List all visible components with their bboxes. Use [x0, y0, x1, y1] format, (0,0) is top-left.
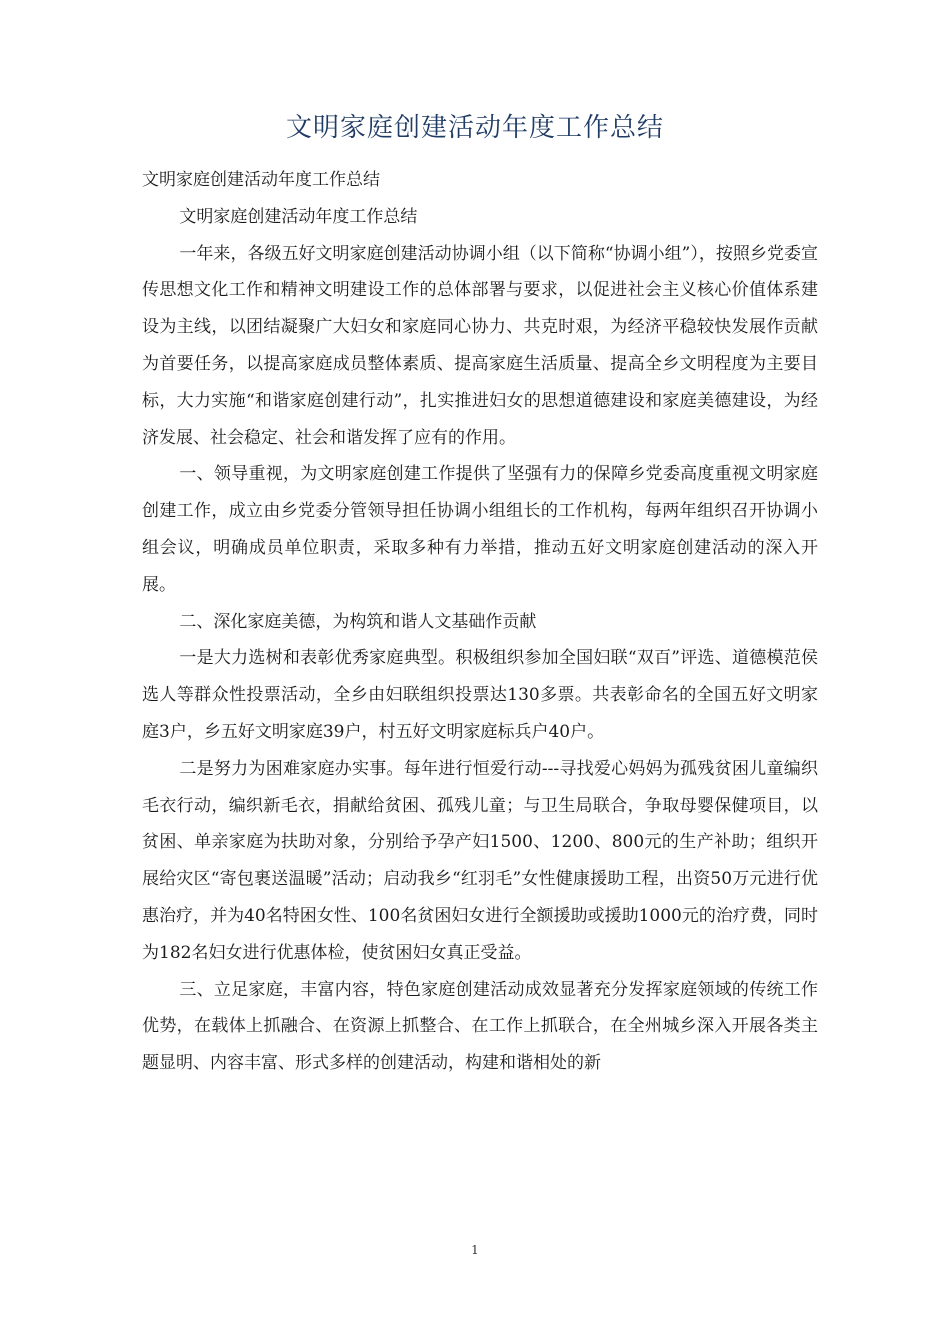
- paragraph-section-two-heading: 二、深化家庭美德，为构筑和谐人文基础作贡献: [179, 611, 537, 632]
- paragraph-section-one: 一、领导重视，为文明家庭创建工作提供了坚强有力的保障乡党委高度重视文明家庭创建工作，成立由乡党委分管领导担任协调小组组长的工作机构，每两年组织召开协调小组会议，明确成员单位职责，采取多种有力举措，推动五好文明家庭创建活动的深入开展。: [142, 464, 818, 595]
- paragraph-intro: 一年来，各级五好文明家庭创建活动协调小组（以下简称“协调小组”），按照乡党委宣传思想文化工作和精神文明建设工作的总体部署与要求，以促进社会主义核心价值体系建设为主线，以团结凝聚广大妇女和家庭同心协力、共克时艰，为经济平稳较快发展作贡献为首要任务，以提高家庭成员整体素质、提高家庭生活质量、提高全乡文明程度为主要目标，大力实施“和谐家庭创建行动”，扎实推进妇女的思想道德建设和家庭美德建设，为经济发展、社会稳定、社会和谐发挥了应有的作用。: [142, 243, 818, 448]
- paragraph-point-one: 一是大力选树和表彰优秀家庭典型。积极组织参加全国妇联“双百”评选、道德模范侯选人等群众性投票活动，全乡由妇联组织投票达130多票。共表彰命名的全国五好文明家庭3户，乡五好文明家庭39户，村五好文明家庭标兵户40户。: [142, 648, 818, 742]
- paragraph-heading-plain: 文明家庭创建活动年度工作总结: [142, 170, 380, 190]
- document-title: 文明家庭创建活动年度工作总结: [285, 113, 664, 143]
- document-body: [142, 162, 818, 1082]
- page-number: 1: [471, 1243, 479, 1257]
- paragraph-section-three: 三、立足家庭，丰富内容，特色家庭创建活动成效显著充分发挥家庭领域的传统工作优势，在载体上抓融合、在资源上抓整合、在工作上抓联合，在全州城乡深入开展各类主题显明、内容丰富、形式多样的创建活动，构建和谐相处的新: [142, 979, 818, 1074]
- paragraph-heading-indented: 文明家庭创建活动年度工作总结: [179, 206, 418, 227]
- paragraph-point-two: 二是努力为困难家庭办实事。每年进行恒爱行动---寻找爱心妈妈为孤残贫困儿童编织毛衣行动，编织新毛衣，捐献给贫困、孤残儿童；与卫生局联合，争取母婴保健项目，以贫困、单亲家庭为扶助对象，分别给予孕产妇1500、1200、800元的生产补助；组织开展给灾区“寄包裹送温暖”活动；启动我乡“红羽毛”女性健康援助工程，出资50万元进行优惠治疗，并为40名特困女性、100名贫困妇女进行全额援助或援助1000元的治疗费，同时为182名妇女进行优惠体检，使贫困妇女真正受益。: [142, 758, 818, 963]
